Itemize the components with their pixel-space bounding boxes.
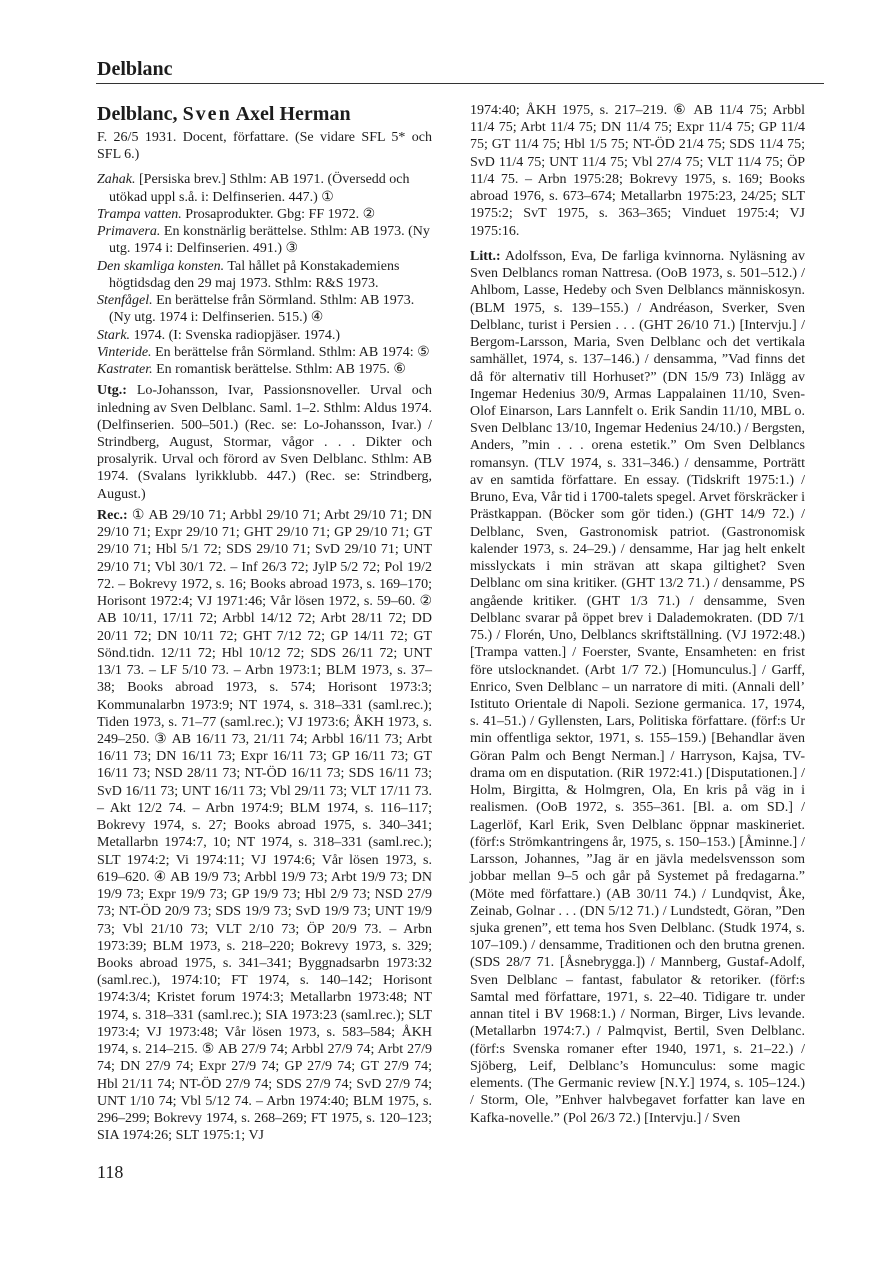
- header-rule: [96, 83, 824, 84]
- utg-label: Utg.:: [97, 383, 127, 399]
- litt-section: [470, 248, 805, 1127]
- rec-continued: 1974:40; ÅKH 1975, s. 217–219. ⑥ AB 11/4 75; Arbbl 11/4 75; Arbt 11/4 75; DN 11/4 75; Expr 11/4 75; GP 11/4 75; GT 11/4 75; Hbl 1/5 75; NT-ÖD 21/4 75; SDS 11/4 75; SvD 11/4 75; UNT 11/4 75; Vbl 27/4 75; VLT 11/4 75; ÖP 11/4 75. – Arbn 1975:28; Bokrevy 1975, s. 169; Books abroad 1976, s. 673–674; Metallarbn 1975:23, 24/25; SLT 1975:2; SvT 1975, s. 363–365; Vinduet 1975:4; VJ 1975:16.: [470, 103, 805, 239]
- work-text: [Persiska brev.] Sthlm: AB 1971. (Översedd och utökad uppl s.å. i: Delfinserien. 447.) ①: [109, 172, 410, 205]
- litt-text: Adolfsson, Eva, De farliga kvinnorna. Nyläsning av Sven Delblancs roman Nattresa. (OoB 1973, s. 501–512.) / Ahlbom, Lasse, Hedeby och Sven Delblancs människosyn. (BLM 1975, s. 139–155.) / Andréason, Sverker, Sven Delblanc, turist i Persien . . . (GHT 26/10 71.) [Intervju.] / Bergom-Larsson, Maria, Sven Delblanc och det vertikala samhället, 1974, s. 137–146.) / densamma, ”Vad finns det då för alternativ till Horhuset?” (DN 15/9 73) Inlägg av Ingemar Hedenius 30/9, Armas Lappalainen 11/10, Sven-Olof Einarson, Lars Lannfelt o. Erik Sandin 11/10, MBL o. Sven Delblanc 13/10, Ingemar Hedenius 24/10.) / Bergsten, Anders, ”min . . . orena estetik.” Om Sven Delblancs romansyn. (TLV 1974, s. 331–346.) / densamme, Porträtt av en samtida författare. En essay. (Tidskrift 1975:1.) / Bruno, Eva, Vår tid i 1700-talets spegel. Arvet förskräcker i Prästkappan. (Böcker som gör tiden.) (GHT 14/9 72.) / Delblanc, Sven, Gastronomisk patriot. (Gastronomisk kalender 1973, s. 24–29.) / densamme, Har jag helt enkelt misslyckats i min strävan att skapa giltighet? Sven Delblanc om sina kritiker. (GHT 13/2 71.) / densamme, PS angående kritiker. (GHT 1/3 71.) / densamme, Sven Delblanc svarar på öppet brev i Dalademokraten. (DD 7/1 75.) / Florén, Uno, Delblancs skriftställning. (VJ 1972:48.) [Trampa vatten.] / Foerster, Svante, Ensamheten: en frist före utslocknandet. (Arbt 1/7 72.) [Homunculus.] / Garff, Enrico, Sven Delblanc – un narratore di miti. (Annali dell’ Istituto Orientale di Napoli. Sezione germanica. 17, 1974, s. 41–51.) / Gyllensten, Lars, Politiska författare. (förf:s Ur min offentliga sektor, 1971, s. 155–159.) [Behandlar även Göran Palm och Bengt Nerman.] / Harryson, Kajsa, TV-drama om en disputation. (RiR 1972:41.) [Disputationen.] / Holm, Birgitta, & Holmgren, Ola, En kris på väg in i realismen. (OoB 1972, s. 355–361. [Bl. a. om SD.] / Lagerlöf, Karl Erik, Sven Delblanc öppnar maskineriet. (förf:s Strömkantringens år, 1975, s. 150–153.) [Åminne.] / Larsson, Johannes, ”Jag är en jävla medelsvensson som jobbar mellan 9–5 och går på Systemet på fredagarna.” (Möte med författare.) (AB 30/11 74.) / Lundqvist, Åke, Zeinab, Golnar . . . (DN 5/12 71.) / Lundstedt, Göran, ”Den sjuka grenen”, ett tema hos Sven Delblanc. (Studk 1974, s. 107–109.) / densamme, Traditionen och den brutna grenen. (SDS 28/7 71. [Åsnebrygga.]) / Mannberg, Gustaf-Adolf, Sven Delblanc – fantast, fabulator & retoriker. (förf:s Samtal med författare, 1971, s. 22–40. Tidigare tr. under annan titel i BV 1968:1.) / Norman, Birger, Livs levande. (Metallarbn 1974:7.) / Palmqvist, Bertil, Sven Delblanc. (förf:s Svenska romaner efter 1940, 1971, s. 21–22.) / Sjöberg, Leif, Delblanc’s Homunculus: some magic elements. (The Germanic review [N.Y.] 1974, s. 105–124.) / Storm, Ole, ”Enhver halvbegavet forfatter kan lave en Kafka-novelle.” (Pol 26/3 72.) [Intervju.] / Sven: [470, 248, 805, 1126]
- rec-text-left: ① AB 29/10 71; Arbbl 29/10 71; Arbt 29/10 71; DN 29/10 71; Expr 29/10 71; GHT 29/10 71; GP 29/10 71; GT 29/10 71; Hbl 5/1 72; SDS 29/10 71; SvD 29/10 71; UNT 29/10 71; Vbl 30/1 72. – Inf 26/3 72; JylP 5/2 72; Pol 19/2 72. – Bokrevy 1972, s. 16; Books abroad 1973, s. 169–170; Horisont 1972:4; VJ 1971:46; Vår lösen 1972, s. 59–60. ② AB 10/11, 17/11 72; Arbbl 14/12 72; Arbt 28/11 72; DD 20/11 72; DN 10/11 72; GHT 7/12 72; GP 14/11 72; GT Sönd.tidn. 12/11 72; Hbl 10/12 72; SDS 26/11 72; UNT 13/1 73. – LF 5/10 73. – Arbn 1973:1; BLM 1973, s. 37–38; Books abroad 1973, s. 574; Horisont 1973:3; Kommunalarbn 1973:9; NT 1974, s. 318–331 (saml.rec.); Tiden 1973, s. 71–77 (saml.rec.); VJ 1973:6; ÅKH 1973, s. 249–250. ③ AB 16/11 73, 21/11 74; Arbbl 16/11 73; Arbt 16/11 73; DN 16/11 73; Expr 16/11 73; GP 16/11 73; GT 16/11 73; NSD 28/11 73; NT-ÖD 16/11 73; SDS 16/11 73; SvD 16/11 73; UNT 16/11 73; Vbl 29/11 73; VLT 17/11 73. – Akt 12/2 74. – Arbn 1974:9; BLM 1974, s. 116–117; Bokrevy 1974, s. 27; Books abroad 1975, s. 340–341; Metallarbn 1974:7, 10; NT 1974, s. 318–331 (saml.rec.); SLT 1974:2; Vi 1974:11; VJ 1974:6; Vår lösen 1973, s. 619–620. ④ AB 19/9 73; Arbbl 19/9 73; Arbt 19/9 73; DN 19/9 73; Expr 19/9 73; GP 19/9 73; Hbl 2/9 73; NSD 27/9 73; NT-ÖD 20/9 73; SDS 19/9 73; SvD 19/9 73; UNT 19/9 73; Vbl 21/10 73; VLT 2/10 73; ÖP 20/9 73. – Arbn 1973:39; BLM 1973, s. 218–220; Bokrevy 1973, s. 329; Books abroad 1975, s. 341–341; Byggnadsarbn 1973:32 (saml.rec.), 1974:10; FT 1974, s. 140–142; Horisont 1974:3/4; Kristet forum 1974:3; Metallarbn 1973:48; NT 1974, s. 318–331 (saml.rec.); SIA 1973:23 (saml.rec.); SLT 1973:4; VJ 1973:48; Vår lösen 1973, s. 583–584; ÅKH 1974, s. 214–215. ⑤ AB 27/9 74; Arbbl 27/9 74; Arbt 27/9 74; DN 27/9 74; Expr 27/9 74; GP 27/9 74; GT 27/9 74; Hbl 21/11 74; NT-ÖD 27/9 74; SDS 27/9 74; SvD 27/9 74; UNT 1/10 74; Vbl 5/12 74. – Arbn 1974:40; BLM 1975, s. 296–299; Bokrevy 1974, s. 268–269; FT 1975, s. 120–123; SIA 1974:26; SLT 1975:1; VJ: [97, 507, 432, 1144]
- work-text: En romantisk berättelse. Sthlm: AB 1975. ⑥: [156, 362, 406, 378]
- work-title: Den skamliga konsten.: [97, 258, 225, 274]
- work-title: Zahak.: [97, 172, 136, 188]
- work-text: En berättelse från Sörmland. Sthlm: AB 1974: ⑤: [155, 344, 430, 360]
- work-item: [97, 361, 432, 378]
- left-column: [97, 102, 432, 1145]
- work-title: Trampa vatten.: [97, 206, 182, 222]
- entry-bio: F. 26/5 1931. Docent, författare. (Se vidare SFL 5* och SFL 6.): [97, 130, 432, 163]
- running-head: Delblanc: [97, 58, 173, 80]
- work-title: Stark.: [97, 327, 131, 343]
- work-item: [97, 292, 432, 326]
- work-text: 1974. (I: Svenska radiopjäser. 1974.): [133, 327, 341, 343]
- entry-given-rest: Axel Herman: [235, 103, 351, 125]
- work-text: En konstnärlig berättelse. Sthlm: AB 1973. (Ny utg. 1974 i: Delfinserien. 491.) ③: [109, 224, 430, 257]
- work-item: [97, 258, 432, 292]
- rec-label: Rec.:: [97, 507, 128, 523]
- work-title: Vinteride.: [97, 344, 152, 360]
- page-number: 118: [97, 1162, 124, 1182]
- entry-heading: [97, 102, 432, 126]
- work-title: Kastrater.: [97, 362, 153, 378]
- utg-text: Lo-Johansson, Ivar, Passionsnoveller. Urval och inledning av Sven Delblanc. Saml. 1–2. Sthlm: Aldus 1974. (Delfinserien. 500–501.) (Rec. se: Lo-Johansson, Ivar.) / Strindberg, August, Stormar, vågor . . . Dikter och prosalyrik. Urval och förord av Sven Delblanc. Sthlm: AB 1974. (Svalans lyrikklubb. 447.) (Rec. se: Strindberg, August.): [97, 383, 433, 502]
- work-item: [97, 223, 432, 257]
- work-title: Primavera.: [97, 224, 161, 240]
- work-item: [97, 206, 432, 223]
- work-item: [97, 171, 432, 205]
- entry-surname: Delblanc,: [97, 103, 178, 125]
- litt-label: Litt.:: [470, 248, 501, 264]
- work-text: En berättelse från Sörmland. Sthlm: AB 1973. (Ny utg. 1974 i: Delfinserien. 515.) ④: [109, 293, 415, 326]
- work-title: Stenfågel.: [97, 293, 153, 309]
- right-column: [470, 102, 805, 1127]
- works-list: [97, 171, 432, 378]
- rec-section: [97, 507, 432, 1145]
- utg-section: [97, 382, 432, 503]
- entry-given-name: Sven: [182, 103, 232, 125]
- work-item: [97, 344, 432, 361]
- work-item: [97, 327, 432, 344]
- work-text: Tal hållet på Konstakademiens högtidsdag den 29 maj 1973. Sthlm: R&S 1973.: [109, 258, 400, 291]
- work-text: Prosaprodukter. Gbg: FF 1972. ②: [185, 206, 376, 222]
